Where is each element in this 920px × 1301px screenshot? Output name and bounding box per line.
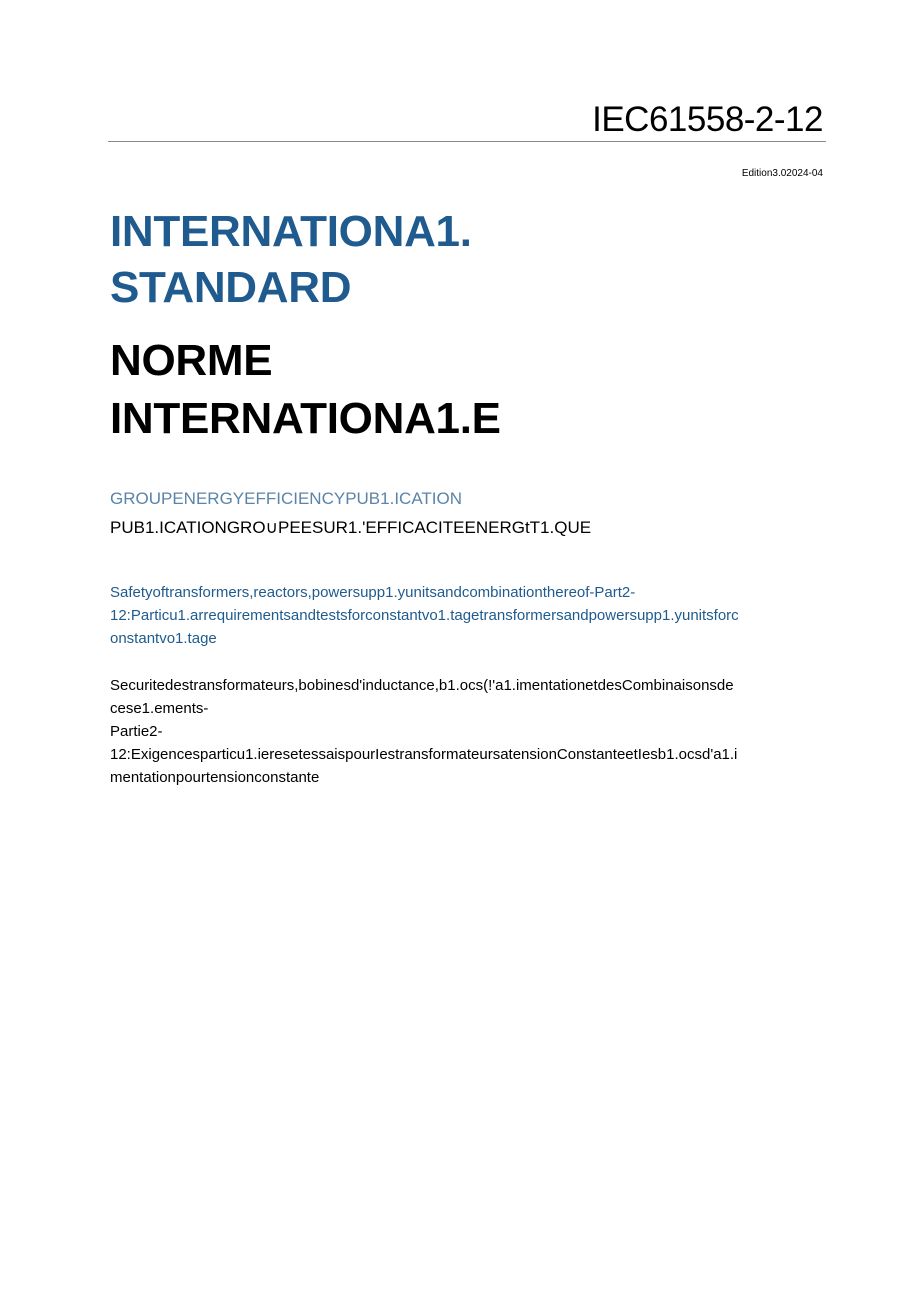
subject-french-line-4: 12:Exigencesparticu1.ieresetessaispourIestransformateursatensionConstanteetIesb1.ocsd'a1.i [110, 746, 738, 763]
publication-group-french: PUB1.ICATIONGRO∪PEESUR1.'EFFICACITEENERGtT1.QUE [110, 518, 592, 537]
title-french-line-1: NORME [110, 336, 273, 385]
subject-english-line-3: onstantvo1.tage [110, 630, 217, 647]
title-french [110, 332, 810, 448]
subject-french-line-1: Securitedestransformateurs,bobinesd'inductance,b1.ocs(!'a1.imentationetdesCombinaisonsde [110, 677, 734, 694]
subject-french-line-3: Partie2- [110, 723, 163, 740]
title-french-line-2: INTERNATIONA1.E [110, 394, 501, 443]
publication-group-english: GROUPENERGYEFFICIENCYPUB1.ICATION [110, 489, 463, 508]
subject-english-line-1: Safetyoftransformers,reactors,powersupp1.yunitsandcombinationthereof-Part2- [110, 584, 636, 601]
header-divider [108, 141, 826, 142]
subject-title-french [110, 674, 826, 789]
title-english-line-2: STANDARD [110, 263, 352, 312]
document-number: IEC61558-2-12 [592, 100, 823, 139]
subject-title-english [110, 581, 826, 650]
title-english-line-1: INTERNATIONA1. [110, 207, 472, 256]
subject-french-line-2: cese1.ements- [110, 700, 209, 717]
edition-label: Edition3.02024-04 [741, 168, 823, 179]
subject-english-line-2: 12:Particu1.arrequirementsandtestsforconstantvo1.tagetransformersandpowersupp1.yunitsforc [110, 607, 739, 624]
subject-french-line-5: mentationpourtensionconstante [110, 769, 320, 786]
title-english [110, 204, 810, 316]
